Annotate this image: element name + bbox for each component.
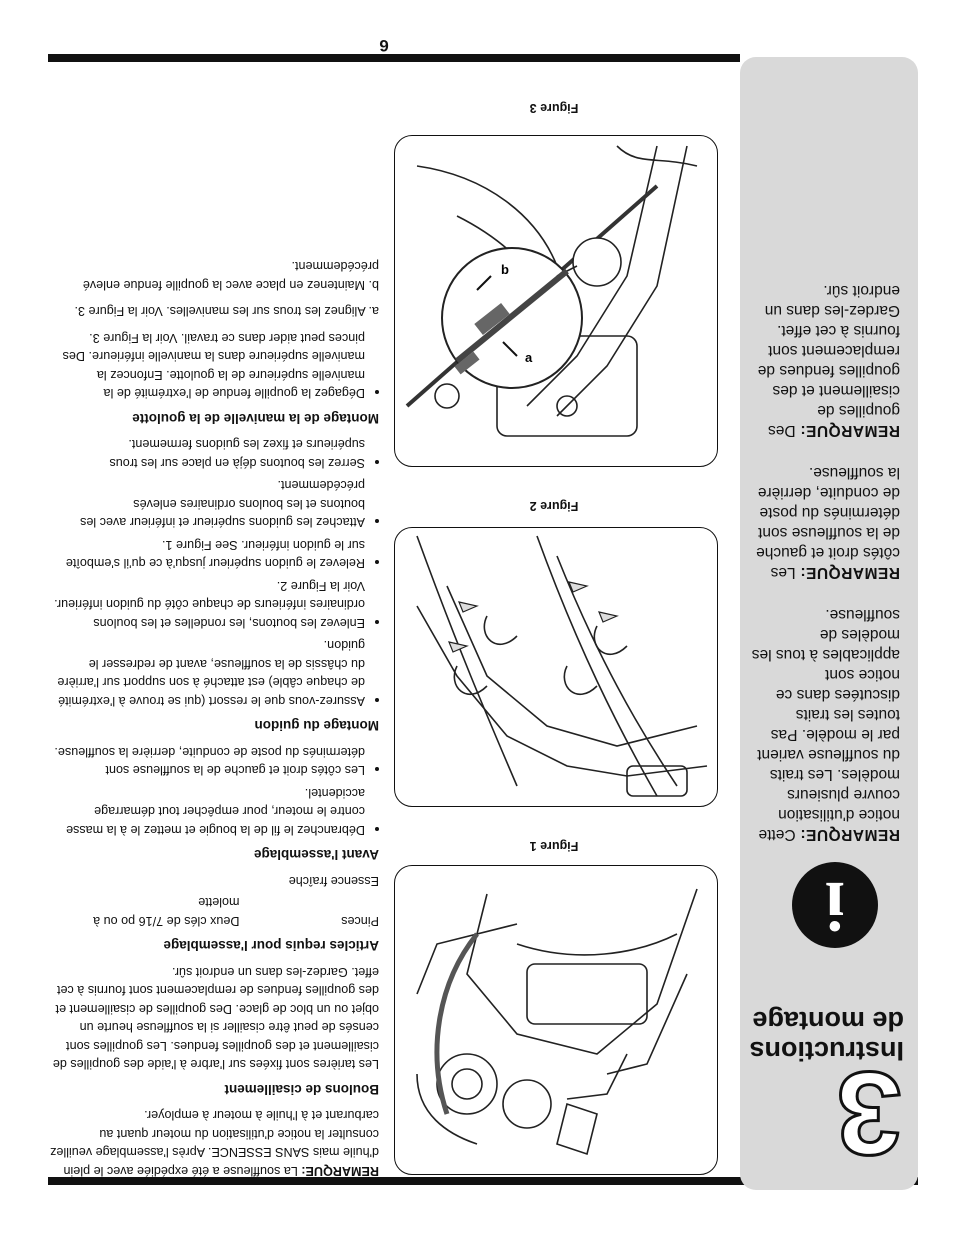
list-item: • Enlevez les boutons, les rondelles et les boulons ordinaires inférieurs de chaque côté du guidon inférieur. Voir la Figure 2. — [49, 577, 365, 633]
shear-text: Les tarières sont fixées sur l'arbre à l'aide des goupilles de cisaillement et des goupilles fendues. Les goupilles sont censés de peut être cisailler si la souffleuse heurte un objet ou un bloc de glace. Des goupilles de cisaillement et des goupilles fendues de remplacement sont fournis à cet effet. Gardez-les dans un endroit sûr. — [52, 965, 379, 1072]
info-icon: i — [792, 862, 878, 948]
figure-3 — [394, 135, 718, 467]
main-text — [49, 249, 379, 1180]
page-number: 6 — [379, 36, 389, 55]
figure-2-illustration — [395, 528, 717, 806]
tool-item: Essence fraîche — [288, 874, 379, 888]
note-label: REMARQUE: — [799, 826, 900, 843]
figure-1 — [394, 865, 718, 1175]
crank-list — [49, 329, 379, 403]
shear-heading: Boulons de cisaillement — [224, 1082, 379, 1097]
tools-heading: Articles requis pour l'assemblage — [163, 938, 379, 954]
note-label: REMARQUE: — [799, 564, 900, 581]
figure-3-label-a: a — [525, 350, 533, 365]
note-text: Des goupilles de cisaillement et des goupilles fendues de remplacement sont fournis à cet effet. Gardez-les dans un endroit sûr. — [757, 282, 900, 439]
section-number: 3 — [836, 1047, 902, 1179]
note-label: REMARQUE: — [799, 422, 900, 439]
section-title-line2: de montage — [752, 1006, 904, 1036]
list-item: • Assurez-vous que le ressort (qui se trouve à l'extrémité de chaque câble) est attaché à son support sur l'arrière du châssis de la souffleuse, avant de redresser le guidon. — [49, 636, 365, 710]
figure-1-illustration — [395, 866, 717, 1174]
figure-2 — [394, 527, 718, 807]
sidebar-note — [750, 604, 900, 844]
figure-1-caption: Figure 1 — [529, 839, 579, 853]
figure-2-caption: Figure 2 — [529, 499, 579, 513]
sidebar — [740, 57, 918, 1190]
figure-3-illustration — [395, 136, 717, 466]
list-item: • Serrez les boutons déjà en place sur les trous supérieurs et fixez les guidons fermement. — [49, 435, 365, 472]
list-item: • Attachez les guidons supérieur et inférieur avec les boutons et les boulons ordinaires enlevés précédemment. — [49, 476, 365, 532]
before-heading: Avant l'assemblage — [253, 847, 379, 863]
intro-label: REMARQUE: — [301, 1164, 379, 1178]
section-title — [734, 1006, 904, 1066]
figure-3-caption: Figure 3 — [529, 101, 579, 115]
note-text: Les côtés droit et gauche de la souffleuse sont déterminés du poste de conduite, derrière la souffleuse. — [756, 464, 900, 581]
before-list — [49, 743, 379, 840]
tool-item: Deux clés de 7/16 po ou à molette — [93, 895, 240, 928]
intro-note — [49, 1106, 379, 1180]
crank-heading: Montage de la manivelle de la goulotte — [132, 411, 379, 426]
handle-heading: Montage du guidon — [254, 718, 379, 734]
crank-step-b: b. Maintenez en place avec la goupille fendue enlevé précédemment. — [82, 259, 379, 292]
handle-list — [49, 435, 379, 710]
intro-text: La souffleuse a été expédiée avec le plein d'huile mais SANS ESSENCE. Après l'assemblage veuillez consulter la notice d'utilisation du moteur quant au carburant et à l'huile à moteur à employer. — [50, 1108, 379, 1178]
tools-row — [49, 872, 379, 891]
list-item: • Les côtés droit et gauche de la souffleuse sont déterminés du poste de conduite, derrière la souffleuse. — [49, 743, 365, 780]
sidebar-notes — [750, 258, 900, 844]
note-text: Cette notice d'utilisation couvre plusieurs modèles. Les traits du souffleuse varient par le modèle. Pas toutes les traits discutées dans ce notice sont applicables à tous les modèles de souffleuse. — [751, 606, 900, 843]
list-item: • Dégagez la goupille fendue de l'extrémité de la manivelle supérieure de la goulotte. Enfoncez la manivelle supérieure dans la manivelle inférieure. Des pinces peut aider dans ce travail. Voir la Figure 3. — [49, 329, 365, 403]
tools-row — [49, 893, 379, 930]
bottom-rule — [48, 54, 740, 62]
sidebar-note — [750, 462, 900, 582]
crank-step-a: a. Alignez les trous sur les manivelles. Voir la Figure 3. — [74, 304, 379, 319]
list-item: • Relevez le guidon supérieur jusqu'à ce qu'il s'emboîte sur le guidon inférieur. See Figure 1. — [49, 536, 365, 573]
sidebar-note — [750, 280, 900, 440]
section-title-line1: Instructions — [749, 1036, 904, 1066]
list-item: • Débranchez le fil de la bougie et mettez le à la masse contre le moteur, pour empêcher tout démarrage accidentel. — [49, 784, 365, 840]
tool-item: Pinces — [341, 914, 379, 928]
figure-3-label-b: b — [501, 262, 509, 277]
